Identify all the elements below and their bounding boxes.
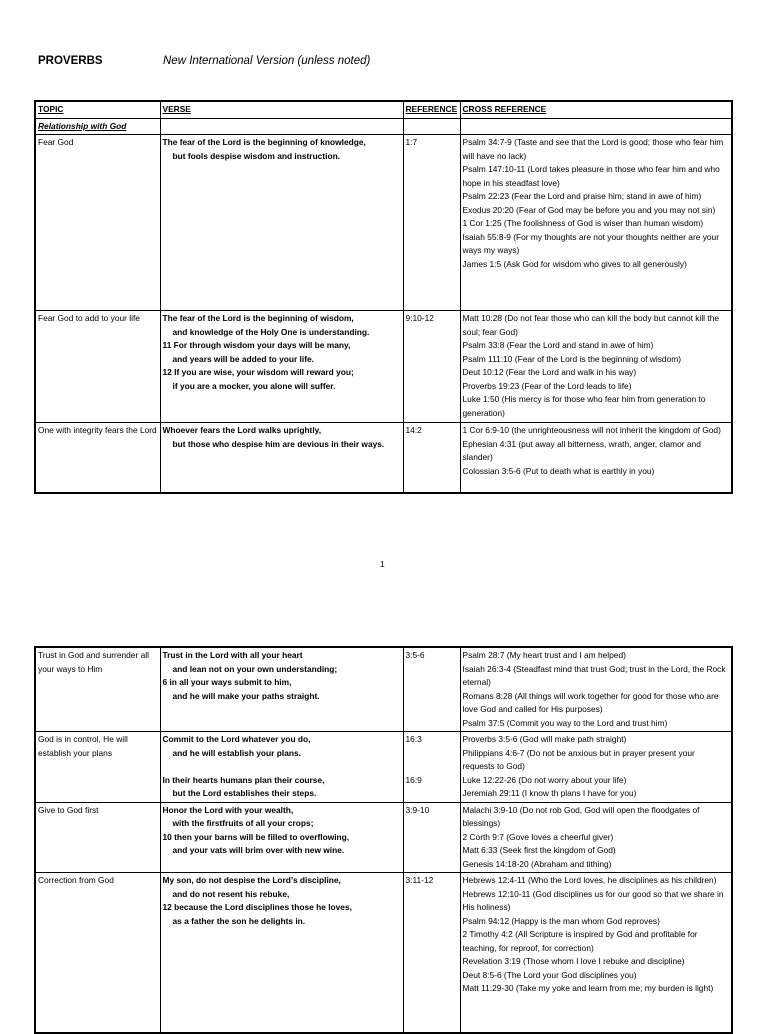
cross-reference-item: Jeremiah 29:11 (I know th plans I have for you) <box>462 788 637 798</box>
cross-reference-item: Matt 6:33 (Seek first the kingdom of God) <box>462 845 616 855</box>
verse-line: The fear of the Lord is the beginning of knowledge, <box>162 137 366 147</box>
topic-cell: Fear God <box>35 135 160 311</box>
verse-line: if you are a mocker, you alone will suffer. <box>172 380 336 391</box>
cross-reference-cell <box>460 873 732 1033</box>
verse-line: with the firstfruits of all your crops; <box>172 818 314 828</box>
cross-reference-cell <box>460 423 732 493</box>
verse-line: and lean not on your own understanding; <box>172 663 338 674</box>
table-row <box>35 732 732 803</box>
verse-line: Whoever fears the Lord walks uprightly, <box>162 425 322 435</box>
reference-cell: 9:10-12 <box>403 311 460 423</box>
cross-reference-cell <box>460 135 732 311</box>
reference-cell <box>403 732 460 803</box>
verse-line: and knowledge of the Holy One is understanding. <box>172 326 370 337</box>
verse-line: but those who despise him are devious in their ways. <box>172 438 385 449</box>
version-note: New International Version (unless noted) <box>163 55 371 67</box>
cross-reference-item: 1 Cor 6:9-10 (the unrighteousness will not inherit the kingdom of God) <box>462 425 721 435</box>
header-row <box>35 101 732 118</box>
cross-reference-item: Hebrews 12:4-11 (Who the Lord loves, he disciplines as his children) <box>462 875 717 885</box>
header-verse: VERSE <box>160 101 403 118</box>
cross-reference-item: 2 Timothy 4:2 (All Scripture is inspired by God and profitable for teaching, for reproof, for correction) <box>462 929 698 953</box>
verse-line: as a father the son he delights in. <box>172 915 306 926</box>
table-row <box>35 135 732 311</box>
verse-line: and your vats will brim over with new wine. <box>172 845 345 855</box>
verse-cell <box>160 311 403 423</box>
table-row <box>35 802 732 873</box>
category-label: Relationship with God <box>35 118 160 135</box>
proverbs-table-page-1 <box>34 100 733 494</box>
cross-reference-item: Romans 8:28 (All things will work together for good for those who are love God and called for His purposes) <box>462 690 719 714</box>
category-row <box>35 118 732 135</box>
table-row <box>35 647 732 732</box>
verse-cell <box>160 802 403 873</box>
topic-cell: Fear God to add to your life <box>35 311 160 423</box>
cross-reference-item: Philippians 4:6-7 (Do not be anxious but in prayer present your requests to God) <box>462 747 695 771</box>
verse-cell <box>160 423 403 493</box>
table-row <box>35 423 732 493</box>
cross-reference-item: Psalm 28:7 (My heart trust and I am helped) <box>462 650 626 660</box>
verse-cell <box>160 647 403 732</box>
cross-reference-item: Deut 10:12 (Fear the Lord and walk in his way) <box>462 367 637 377</box>
cross-reference-item: Malachi 3:9-10 (Do not rob God, God will open the floodgates of blessings) <box>462 804 700 828</box>
cross-reference-item: James 1:5 (Ask God for wisdom who gives to all generously) <box>462 258 687 269</box>
cross-reference-item: Psalm 22:23 (Fear the Lord and praise him; stand in awe of him) <box>462 191 702 201</box>
cross-reference-item: Genesis 14:18-20 (Abraham and tithing) <box>462 858 612 869</box>
cross-reference-cell <box>460 802 732 873</box>
cross-reference-item: Proverbs 3:5-6 (God will make path straight) <box>462 734 627 744</box>
document-title: PROVERBS <box>38 55 103 67</box>
topic-cell: Trust in God and surrender all your ways to Him <box>35 647 160 732</box>
verse-cell <box>160 135 403 311</box>
table-row <box>35 873 732 1033</box>
verse-line: Honor the Lord with your wealth, <box>162 804 294 815</box>
cross-reference-item: Psalm 147:10-11 (Lord takes pleasure in those who fear him and who hope in his steadfast love) <box>462 164 720 188</box>
verse-line: 12 because the Lord disciplines those he loves, <box>162 902 352 912</box>
verse-line: 6 in all your ways submit to him, <box>162 677 292 687</box>
cross-reference-cell <box>460 311 732 423</box>
cross-reference-item: Luke 1:50 (His mercy is for those who fear him from generation to generation) <box>462 394 706 418</box>
cross-reference-item: Matt 10:28 (Do not fear those who can kill the body but cannot kill the soul; fear God) <box>462 313 720 337</box>
cross-reference-item: Isaiah 26:3-4 (Steadfast mind that trust God; trust in the Lord, the Rock eternal) <box>462 663 726 687</box>
verse-cell <box>160 732 403 803</box>
reference-value: 16:9 <box>405 774 422 785</box>
cross-reference-item: Psalm 33:8 (Fear the Lord and stand in awe of him) <box>462 340 654 350</box>
topic-cell: Correction from God <box>35 873 160 1033</box>
cross-reference-item: Psalm 94:12 (Happy is the man whom God reproves) <box>462 915 660 926</box>
verse-line: Trust in the Lord with all your heart <box>162 650 303 660</box>
topic-cell: One with integrity fears the Lord <box>35 423 160 493</box>
verse-line: and he will establish your plans. <box>172 747 301 758</box>
verse-line: and do not resent his rebuke, <box>172 888 290 899</box>
cross-reference-item: Psalm 111:10 (Fear of the Lord is the beginning of wisdom) <box>462 353 681 364</box>
verse-line: The fear of the Lord is the beginning of wisdom, <box>162 313 354 323</box>
cross-reference-item: Isaiah 55:8-9 (For my thoughts are not your thoughts neither are your ways my ways) <box>462 231 720 255</box>
verse-line: 10 then your barns will be filled to overflowing, <box>162 831 350 842</box>
reference-cell: 3:9-10 <box>403 802 460 873</box>
cross-reference-item: Psalm 37:5 (Commit you way to the Lord and trust him) <box>462 717 668 728</box>
cross-reference-cell <box>460 647 732 732</box>
cross-reference-item: Revelation 3:19 (Those whom I love I rebuke and discipline) <box>462 956 685 966</box>
cross-reference-item: Deut 8:5-6 (The Lord your God disciplines you) <box>462 969 637 980</box>
verse-cell <box>160 873 403 1033</box>
verse-line: In their hearts humans plan their course, <box>162 774 325 785</box>
topic-cell: God is in control, He will establish your plans <box>35 732 160 803</box>
header-reference: REFERENCE <box>403 101 460 118</box>
cross-reference-item: 1 Cor 1:25 (The foolishness of God is wiser than human wisdom) <box>462 218 704 228</box>
cross-reference-item: Proverbs 19:23 (Fear of the Lord leads to life) <box>462 380 632 391</box>
cross-reference-item: Hebrews 12:10-11 (God disciplines us for our good so that we share in His holiness) <box>462 888 724 912</box>
verse-line: 11 For through wisdom your days will be many, <box>162 340 351 350</box>
cross-reference-item: Ephesian 4:31 (put away all bitterness, wrath, anger, clamor and slander) <box>462 438 701 462</box>
verse-line: My son, do not despise the Lord’s discipline, <box>162 875 341 885</box>
header-cross-reference: CROSS REFERENCE <box>460 101 732 118</box>
verse-line: but fools despise wisdom and instruction. <box>172 150 341 161</box>
cross-reference-item: Exodus 20:20 (Fear of God may be before you and you may not sin) <box>462 204 716 215</box>
reference-cell: 3:11-12 <box>403 873 460 1033</box>
page-number: 1 <box>380 559 385 569</box>
header-topic: TOPIC <box>35 101 160 118</box>
verse-line: but the Lord establishes their steps. <box>172 788 317 798</box>
cross-reference-item: Luke 12:22-26 (Do not worry about your life) <box>462 774 627 785</box>
cross-reference-item: 2 Corth 9:7 (Gove loves a cheerful giver) <box>462 831 614 842</box>
topic-cell: Give to God first <box>35 802 160 873</box>
cross-reference-item: Colossian 3:5-6 (Put to death what is earthly in you) <box>462 465 655 476</box>
verse-line: and years will be added to your life. <box>172 353 314 364</box>
reference-cell: 14:2 <box>403 423 460 493</box>
proverbs-table-page-2 <box>34 646 733 1034</box>
verse-line: 12 If you are wise, your wisdom will reward you; <box>162 367 354 377</box>
cross-reference-cell <box>460 732 732 803</box>
cross-reference-item: Psalm 34:7-9 (Taste and see that the Lord is good; those who fear him will have no lack) <box>462 137 724 161</box>
reference-cell: 3:5-6 <box>403 647 460 732</box>
table-row <box>35 311 732 423</box>
reference-cell: 1:7 <box>403 135 460 311</box>
reference-value: 16:3 <box>405 734 422 744</box>
cross-reference-item: Matt 11:29-30 (Take my yoke and learn from me; my burden is light) <box>462 983 714 993</box>
verse-line: Commit to the Lord whatever you do, <box>162 734 311 744</box>
verse-line: and he will make your paths straight. <box>172 690 320 701</box>
